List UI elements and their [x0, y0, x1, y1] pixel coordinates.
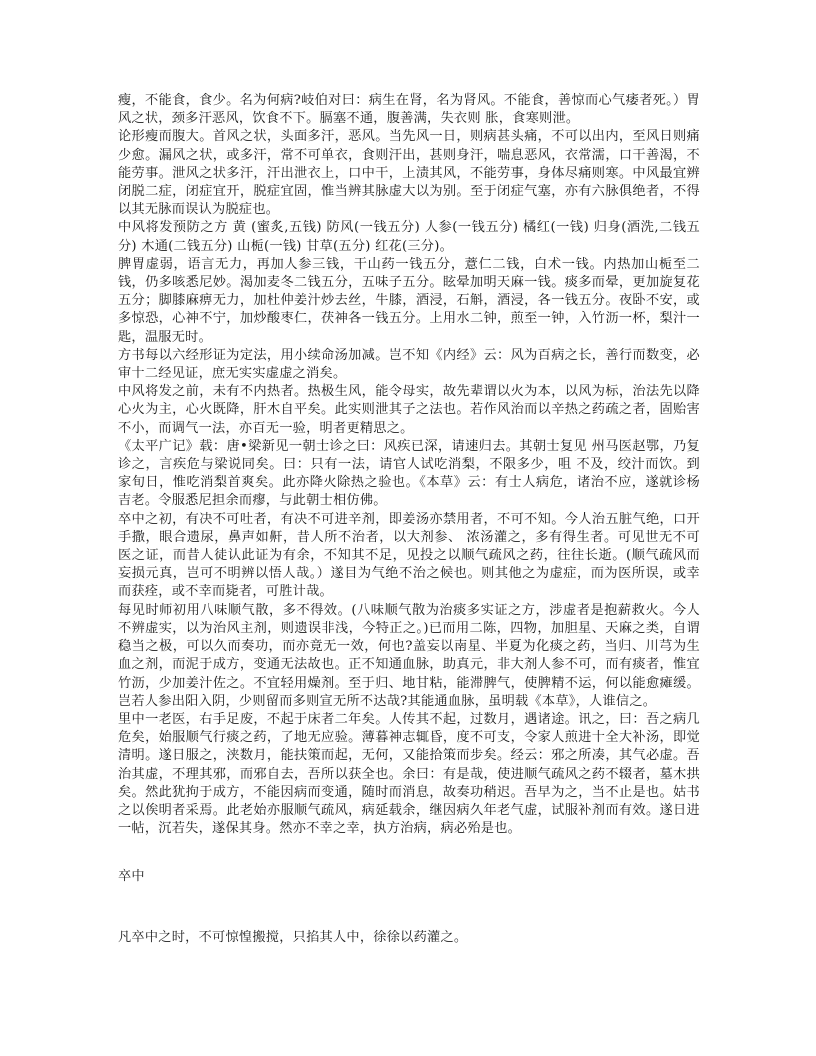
document-page	[118, 92, 700, 947]
paragraph-10: 里中一老医，右手足废，不起于床者二年矣。人传其不起，过数月，遇诸途。讯之，曰：吾之病几危矣，始服顺气行痰之药，了地无应验。薄暮神志辄昏，度不可支，令家人煎进十全大补汤，即觉清明。遂日服之，浃数月，能扶策而起，无何，又能拾策而步矣。经云：邪之所凑，其气必虚。吾治其虚，不理其邪，而邪自去，吾所以获全也。余曰：有是哉，使进顺气疏风之药不辍者，墓木拱矣。然此犹拘于成方，不能因病而变通，随时而消息，故奏功稍迟。吾早为之，当不止是也。姑书之以俟明者采焉。此老始亦服顺气疏风，病延载余，继因病久年老气虚，试服补剂而有效。遂日进一帖，沉若失，遂保其身。然亦不幸之幸，执方治病，病必殆是也。	[118, 711, 700, 837]
section-heading: 卒中	[118, 869, 145, 885]
paragraph-7: 《太平广记》载：唐•梁新见一朝士诊之曰：风疾已深，请速归去。其朝士复见 州马医赵鄂，乃复诊之，言疾危与梁说同矣。曰：只有一法，请官人试吃消梨，不限多少，咀 不及，绞汁而饮。到家旬日，惟吃消梨首爽矣。此亦降火除热之验也。《本草》云：有士人病危，诸治不应，遂就诊杨吉老。令服悉尼担余而瘳，与此朝士相仿佛。	[118, 438, 700, 509]
paragraph-2: 论形瘦而腹大。首风之状，头面多汗，恶风。当先风一日，则病甚头痛，不可以出内，至风日则痛少愈。漏风之状，或多汗，常不可单衣，食则汗出，甚则身汗，喘息恶风，衣常濡，口干善渴，不能劳事。泄风之状多汗，汗出泄衣上，口中干，上渍其风，不能劳事，身体尽痛则寒。中风最宜辨闭脱二症，闭症宜开，脱症宜固，惟当辨其脉虚大以为别。至于闭症气塞，亦有六脉俱绝者，不得以其无脉而误认为脱症也。	[118, 129, 700, 218]
final-paragraph: 凡卒中之时，不可惊惶搬搅，只掐其人中，徐徐以药灌之。	[118, 929, 468, 945]
paragraph-6: 中风将发之前，未有不内热者。热极生风，能令母实，故先辈谓以火为本，以风为标，治法先以降心火为主，心火既降，肝木自平矣。此实则泄其子之法也。若作风治而以辛热之药疏之者，固贻害不小，而调气一法，亦百无一验，明者更精思之。	[118, 384, 700, 436]
paragraph-8: 卒中之初，有决不可吐者，有决不可进辛剂，即姜汤亦禁用者，不可不知。今人治五脏气绝，口开手撒，眼合遗尿，鼻声如鼾，昔人所不治者，以大剂参、 浓汤灌之，多有得生者。可见世无不可医之证，而昔人徒认此证为有余，不知其不足，见投之以顺气疏风之药，往往长逝。(顺气疏风而妄损元真，岂可不明辨以悟人哉。）遂目为气绝不治之候也。则其他之为虚症，而为医所误，或幸而获痊，或不幸而毙者，可胜计哉。	[118, 511, 700, 600]
paragraph-5: 方书每以六经形证为定法，用小续命汤加减。岂不知《内经》云：风为百病之长，善行而数变，必审十二经见证，庶无实实虚虚之消矣。	[118, 347, 700, 382]
paragraph-1: 瘦，不能食，食少。名为何病?岐伯对曰：病生在肾，名为肾风。不能食，善惊而心气痿者死。）胃风之状，颈多汗恶风，饮食不下。膈塞不通，腹善满，失衣则 胀，食寒则泄。	[118, 93, 700, 127]
paragraph-9: 每见时师初用八味顺气散，多不得效。(八味顺气散为治痰多实证之方，涉虚者是抱薪救火。今人不辨虚实，以为治风主剂，则遗误非浅，今特正之。)已而用二陈，四物，加胆星、天麻之类，自谓稳当之极，可以久而奏功，而亦竟无一效，何也?盖妄以南星、半夏为化痰之药，当归、川芎为生血之剂，而泥于成方，变通无法故也。正不知通血脉，助真元，非大剂人参不可，而有痰者，惟宜竹沥，少加姜汁佐之。不宜轻用燥剂。至于归、地甘粘，能滞脾气，使脾精不运，何以能愈瘫缓。岂若人参出阳入阴，少则留而多则宣无所不达哉?其能通血脉，虽明载《本草》，人谁信之。	[118, 602, 700, 709]
paragraph-4: 脾胃虚弱，语言无力，再加人参三钱，干山药一钱五分，薏仁二钱，白术一钱。内热加山栀至二钱，仍多咳悉尼妙。渴加麦冬二钱五分，五味子五分。眩晕加明天麻一钱。痰多而晕，更加旋复花五分；脚膝麻痹无力，加杜仲姜汁炒去丝，牛膝，酒浸，石斛，酒浸，各一钱五分。夜卧不安，或多惊恐，心神不宁，加炒酸枣仁，茯神各一钱五分。上用水二钟，煎至一钟，入竹沥一杯，梨汁一匙，温服无时。	[118, 256, 700, 345]
paragraph-3: 中风将发预防之方 黄 (蜜炙,五钱) 防风(一钱五分) 人参(一钱五分) 橘红(一钱) 归身(酒洗,二钱五分) 木通(二钱五分) 山栀(一钱) 甘草(五分) 红花(三分)。	[118, 220, 700, 254]
